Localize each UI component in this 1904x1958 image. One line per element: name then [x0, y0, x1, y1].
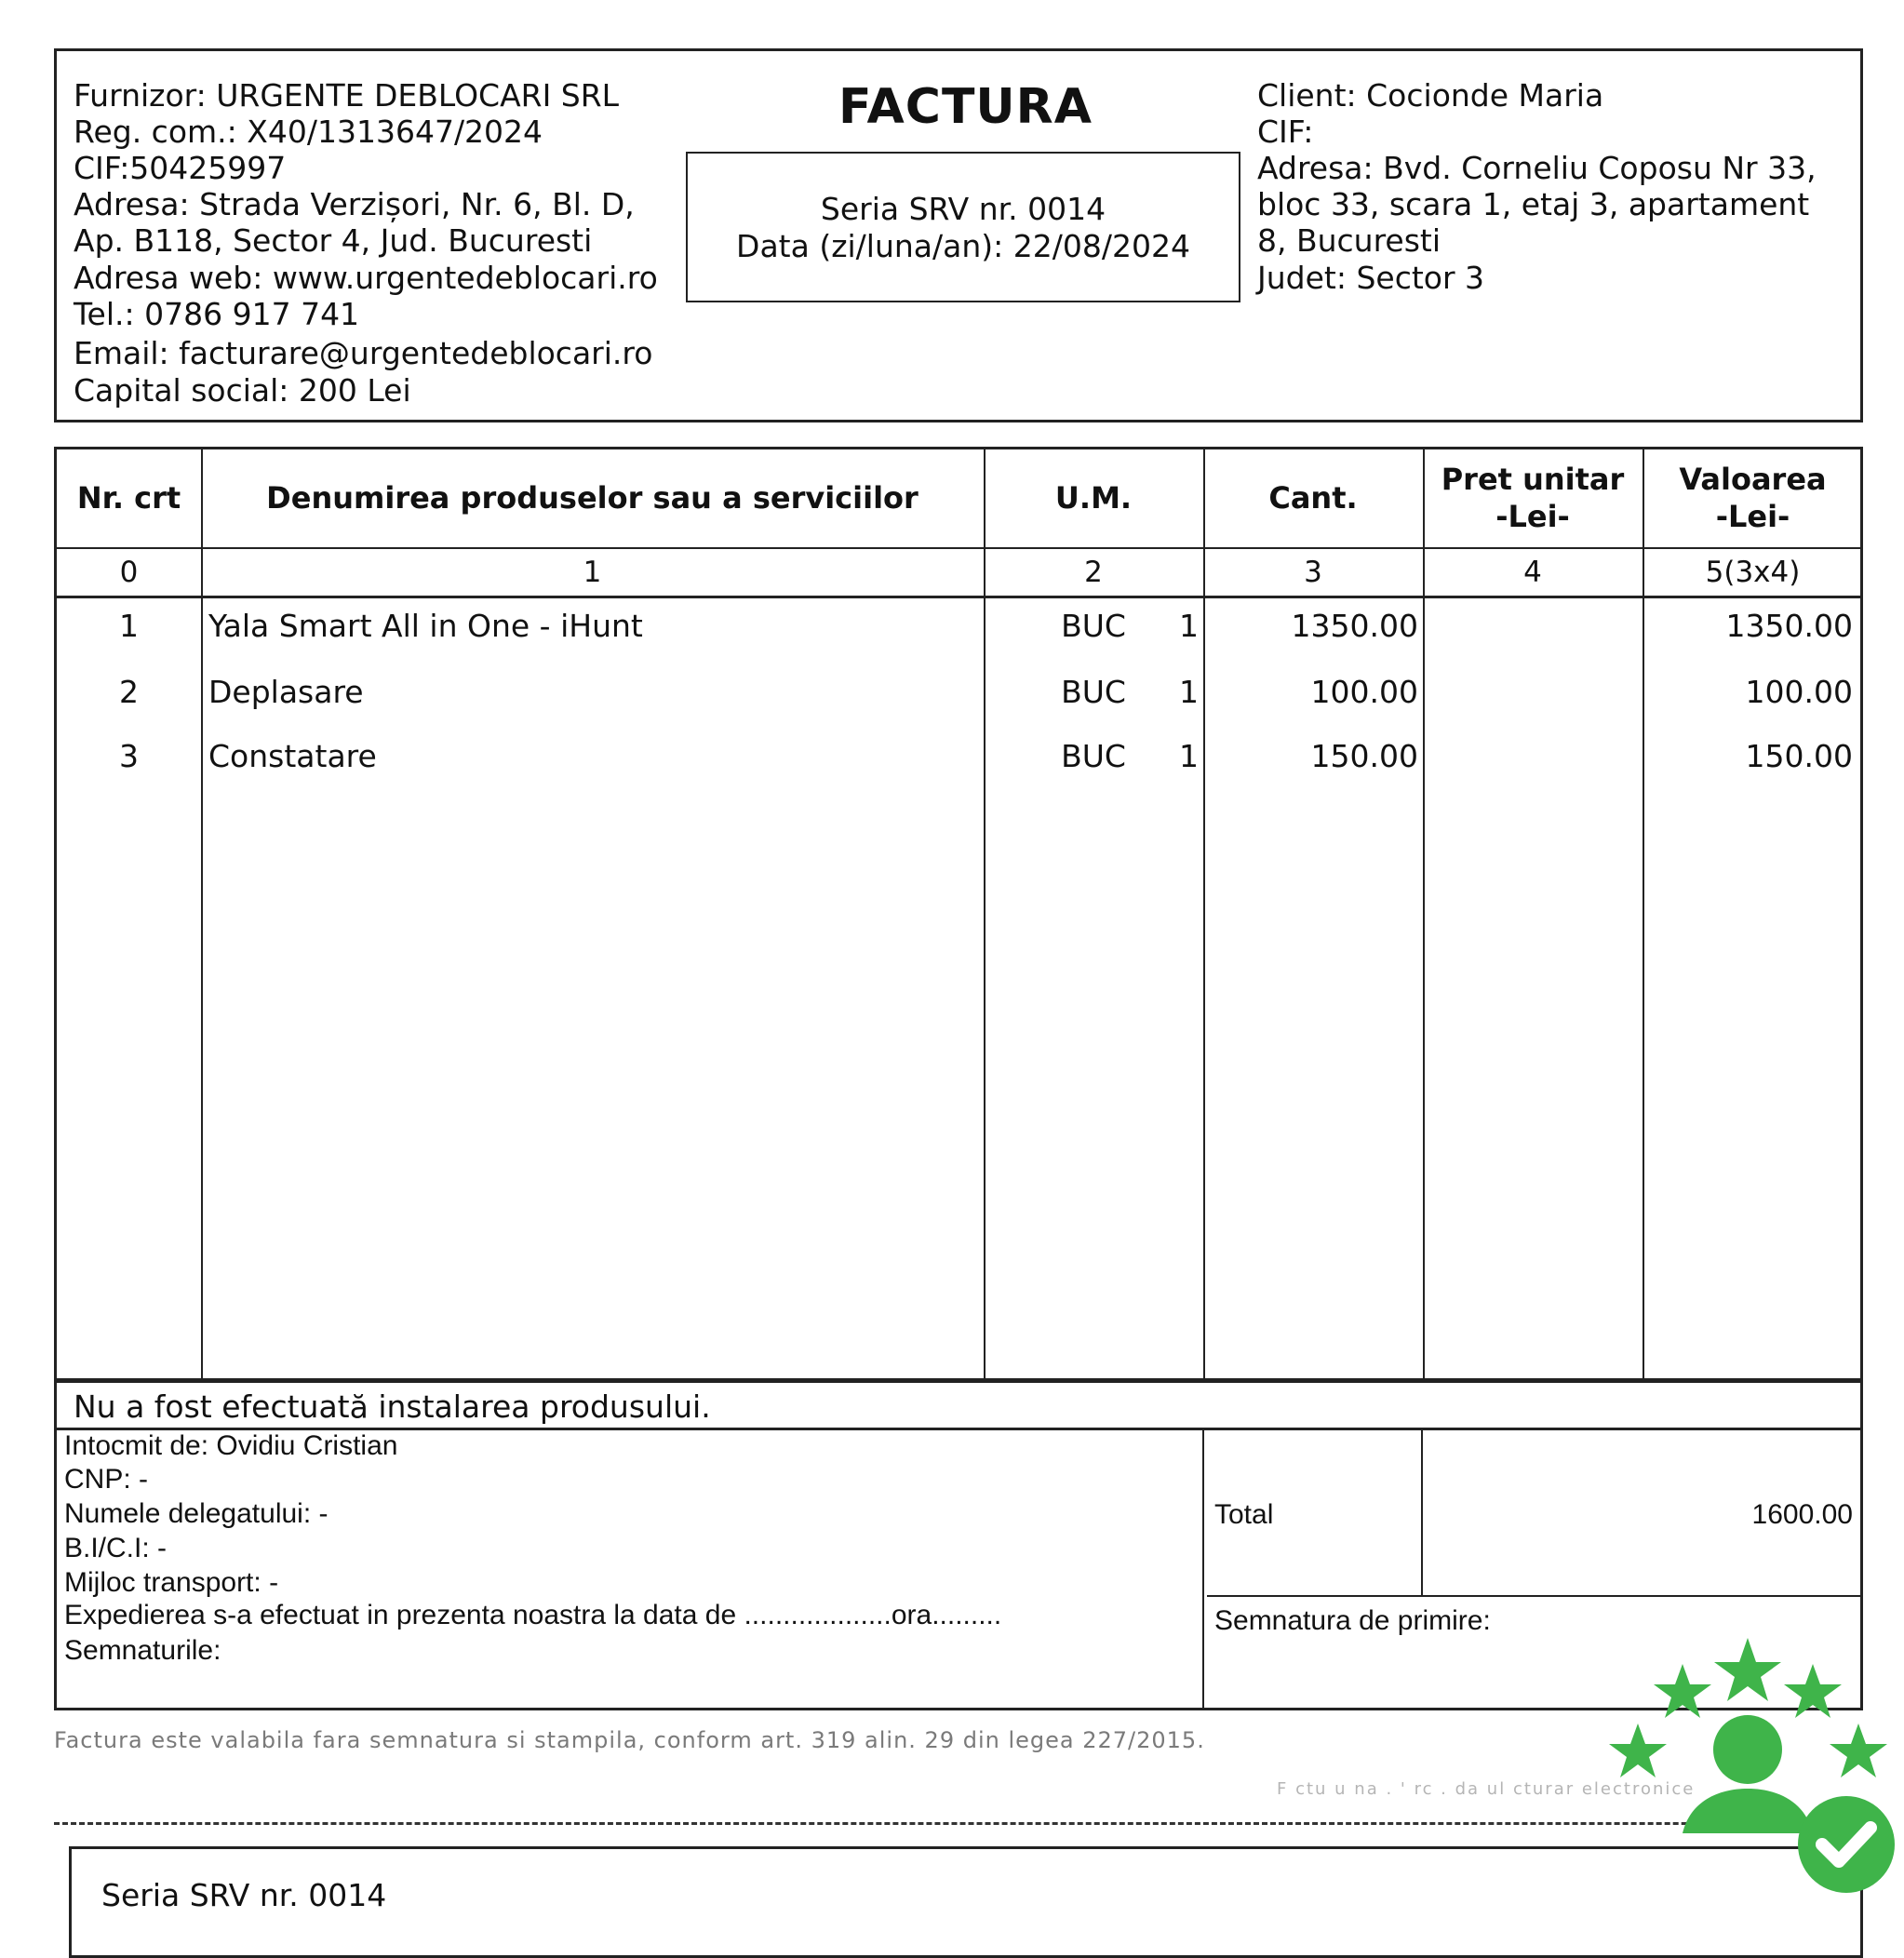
- col-header-price: [1423, 461, 1643, 535]
- col-header-value: [1643, 461, 1863, 535]
- total-label: Total: [1214, 1499, 1274, 1530]
- row-nr: 3: [119, 738, 139, 774]
- row-qty: 1: [1179, 608, 1199, 644]
- supplier-phone: Tel.: 0786 917 741: [74, 296, 360, 332]
- delegate-name: Numele delegatului: -: [64, 1498, 329, 1529]
- client-address-1: Adresa: Bvd. Corneliu Coposu Nr 33,: [1257, 150, 1817, 186]
- col-header-price-label: Pret unitar: [1441, 462, 1625, 497]
- row-price: 150.00: [1310, 738, 1418, 774]
- row-um: BUC: [1061, 738, 1126, 774]
- col-index: 1: [583, 556, 602, 589]
- legal-note: Factura este valabila fara semnatura si stampila, conform art. 319 alin. 29 din legea 227/2015.: [54, 1727, 1205, 1753]
- col-index: 3: [1304, 556, 1322, 589]
- invoice-series: Seria SRV nr. 0014: [820, 191, 1106, 227]
- receipt-signature-label: Semnatura de primire:: [1214, 1605, 1491, 1636]
- faint-watermark-text: F ctu u na . ' rc . da ul cturar electronice: [1277, 1779, 1696, 1799]
- row-name: Constatare: [208, 738, 377, 774]
- col-index: 5(3x4): [1705, 556, 1801, 589]
- duplicate-series: Seria SRV nr. 0014: [101, 1877, 387, 1913]
- client-name: Client: Cocionde Maria: [1257, 77, 1604, 114]
- row-name: Yala Smart All in One - iHunt: [208, 608, 643, 644]
- supplier-name: Furnizor: URGENTE DEBLOCARI SRL: [74, 77, 620, 114]
- invoice-header: [54, 48, 1863, 422]
- col-index: 4: [1523, 556, 1542, 589]
- col-index: 0: [119, 556, 139, 589]
- row-um: BUC: [1061, 674, 1126, 710]
- client-address-3: 8, Bucuresti: [1257, 222, 1441, 259]
- row-nr: 1: [119, 608, 139, 644]
- items-table: [54, 447, 1863, 1381]
- client-cif: CIF:: [1257, 114, 1314, 150]
- invoice-date: Data (zi/luna/an): 22/08/2024: [736, 228, 1190, 264]
- supplier-capital: Capital social: 200 Lei: [74, 372, 411, 409]
- col-header-value-unit: -Lei-: [1715, 499, 1790, 534]
- footer-box: [54, 1428, 1863, 1710]
- col-header-um: U.M.: [1054, 480, 1133, 516]
- shipping-statement: Expedierea s-a efectuat in prezenta noastra la data de ...................ora.........: [64, 1600, 1002, 1630]
- document-title: FACTURA: [838, 79, 1093, 135]
- col-header-name: Denumirea produselor sau a serviciilor: [266, 480, 918, 516]
- duplicate-header-box: [69, 1846, 1863, 1958]
- person-stars-check-logo-icon: [1601, 1629, 1904, 1905]
- series-box: [686, 152, 1240, 302]
- cnp-field: CNP: -: [64, 1464, 148, 1495]
- id-card: B.I/C.I: -: [64, 1533, 168, 1563]
- client-county: Judet: Sector 3: [1257, 260, 1485, 296]
- cut-line: [54, 1822, 1863, 1825]
- row-name: Deplasare: [208, 674, 364, 710]
- row-value: 1350.00: [1725, 608, 1853, 644]
- supplier-reg-com: Reg. com.: X40/1313647/2024: [74, 114, 543, 150]
- total-value: 1600.00: [1751, 1499, 1853, 1530]
- supplier-address-1: Adresa: Strada Verzișori, Nr. 6, Bl. D,: [74, 186, 635, 222]
- row-um: BUC: [1061, 608, 1126, 644]
- row-price: 100.00: [1310, 674, 1418, 710]
- col-header-value-label: Valoarea: [1679, 462, 1827, 497]
- col-header-nr: Nr. crt: [76, 480, 181, 516]
- transport-means: Mijloc transport: -: [64, 1567, 279, 1598]
- row-price: 1350.00: [1291, 608, 1418, 644]
- supplier-address-2: Ap. B118, Sector 4, Jud. Bucuresti: [74, 222, 593, 259]
- row-qty: 1: [1179, 674, 1199, 710]
- client-address-2: bloc 33, scara 1, etaj 3, apartament: [1257, 186, 1810, 222]
- note-box: [54, 1381, 1863, 1430]
- signatures-label: Semnaturile:: [64, 1635, 221, 1666]
- row-nr: 2: [119, 674, 139, 710]
- row-qty: 1: [1179, 738, 1199, 774]
- supplier-cif: CIF:50425997: [74, 150, 287, 186]
- row-value: 100.00: [1745, 674, 1853, 710]
- supplier-email: Email: facturare@urgentedeblocari.ro: [74, 335, 653, 371]
- prepared-by: Intocmit de: Ovidiu Cristian: [64, 1430, 398, 1461]
- col-header-price-unit: -Lei-: [1495, 499, 1570, 534]
- supplier-website: Adresa web: www.urgentedeblocari.ro: [74, 260, 658, 296]
- installation-note: Nu a fost efectuată instalarea produsului.: [74, 1388, 711, 1425]
- col-index: 2: [1084, 556, 1103, 589]
- row-value: 150.00: [1745, 738, 1853, 774]
- col-header-qty: Cant.: [1268, 480, 1358, 516]
